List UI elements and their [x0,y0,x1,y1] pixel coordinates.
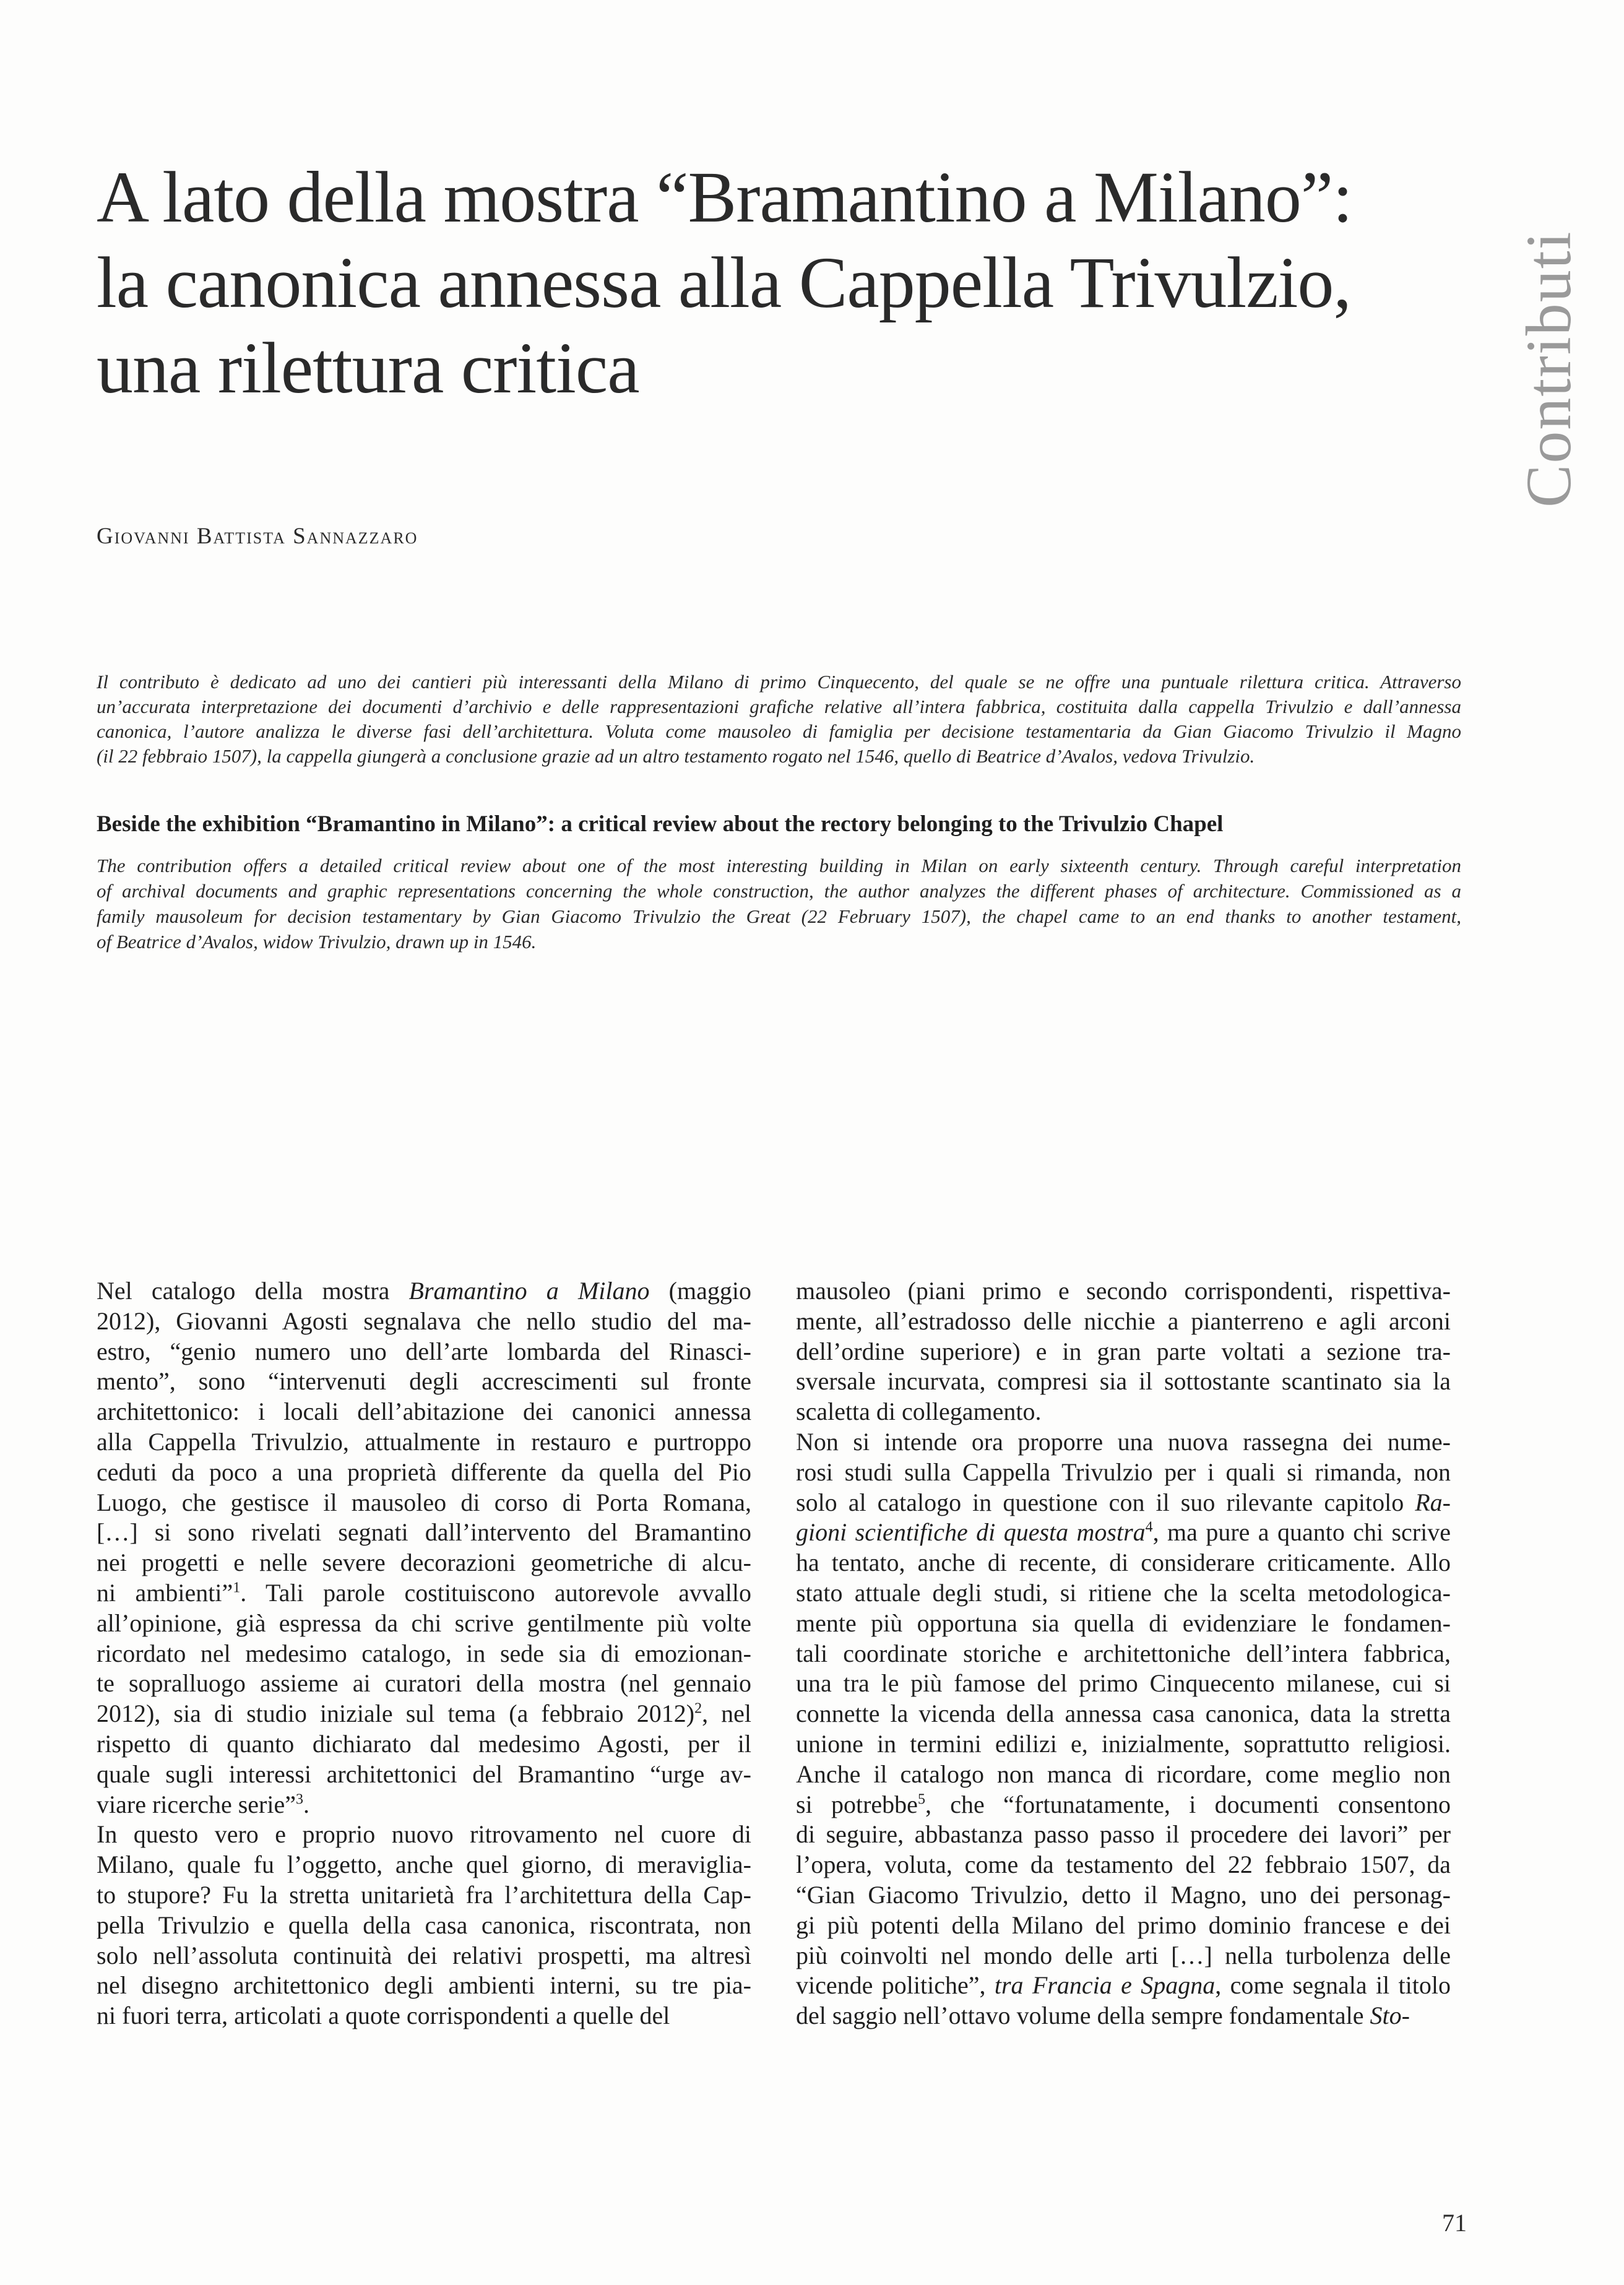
body-column-left [97,1276,751,2031]
body-line: 2012), sia di studio iniziale sul tema (a febbraio 2012)$^2$, nel [97,1700,751,1728]
body-line: l’opera, voluta, come da testamento del 22 febbraio 1507, da [796,1851,1451,1879]
body-line: mente, all’estradosso delle nicchie a pianterreno e agli arconi [796,1307,1451,1335]
body-line: solo nell’assoluta continuità dei relativi prospetti, ma altresì [97,1941,751,1969]
body-line: connette la vicenda della annessa casa canonica, data la stretta [796,1700,1451,1728]
author-name: Giovanni Battista Sannazzaro [97,524,418,549]
body-line: mente più opportuna sia quella di evidenziare le fondamen- [796,1609,1451,1637]
body-line: architettonico: i locali dell’abitazione dei canonici annessa [97,1397,751,1426]
body-line: to stupore? Fu la stretta unitarietà fra l’architettura della Cap- [97,1880,751,1909]
note-ref: 4 [1145,1519,1153,1536]
article-title [97,155,1471,411]
body-line: scaletta di collegamento. [796,1397,1042,1426]
abstract-line: of archival documents and graphic representations concerning the whole construction, the author analyzes the different phases of architecture. Commissioned as a [97,880,1461,902]
body-line: ceduti da poco a una proprietà differente da quella del Pio [97,1458,751,1486]
abstract-line: (il 22 febbraio 1507), la cappella giungerà a conclusione grazie ad un altro testamento rogato nel 1546, quello di Beatrice d’Avalos, vedova Trivulzio. [97,745,1255,767]
body-line: rispetto di quanto dichiarato dal medesimo Agosti, per il [97,1729,751,1758]
body-line: di seguire, abbastanza passo passo il procedere dei lavori” per [796,1820,1451,1849]
body-line: gi più potenti della Milano del primo dominio francese e dei [796,1911,1451,1939]
english-title: Beside the exhibition “Bramantino in Milano”: a critical review about the rectory belonging to the Trivulzio Chapel [97,811,1224,837]
body-line: solo al catalogo in questione con il suo rilevante capitolo Ra- [796,1488,1451,1516]
abstract-italian [97,670,1461,769]
body-line: 2012), Giovanni Agosti segnalava che nello studio del ma- [97,1307,751,1335]
body-line: Nel catalogo della mostra Bramantino a Milano (maggio [97,1277,751,1305]
body-line: Luogo, che gestisce il mausoleo di corso di Porta Romana, [97,1488,751,1516]
note-ref: 3 [295,1791,303,1808]
abstract-line: family mausoleum for decision testamentary by Gian Giacomo Trivulzio the Great (22 February 1507), the chapel came to an end thanks to another testament, [97,905,1461,927]
body-line: gioni scientifiche di questa mostra$^4$, ma pure a quanto chi scrive [796,1518,1451,1547]
body-line: te sopralluogo assieme ai curatori della mostra (nel gennaio [97,1669,751,1698]
title-line: la canonica annessa alla Cappella Trivulzio, [97,242,1351,323]
body-line: quale sugli interessi architettonici del Bramantino “urge av- [97,1760,751,1788]
body-line: mento”, sono “intervenuti degli accrescimenti sul fronte [97,1367,751,1396]
abstract-line: canonica, l’autore analizza le diverse fasi dell’architettura. Voluta come mausoleo di famiglia per decisione testamentaria da Gian Giacomo Trivulzio il Magno [97,720,1461,742]
abstract-line: of Beatrice d’Avalos, widow Trivulzio, drawn up in 1546. [97,931,537,952]
page-number: 71 [1442,2209,1467,2237]
body-line: ha tentato, anche di recente, di considerare criticamente. Allo [796,1549,1451,1577]
note-ref: 5 [917,1791,925,1808]
body-line: Non si intende ora proporre una nuova rassegna dei nume- [796,1427,1451,1456]
body-line: all’opinione, già espressa da chi scrive gentilmente più volte [97,1609,751,1637]
note-ref: 2 [694,1700,702,1717]
body-line: stato attuale degli studi, si ritiene che la scelta metodologica- [796,1578,1451,1607]
body-line: una tra le più famose del primo Cinquecento milanese, cui si [796,1669,1451,1698]
body-line: alla Cappella Trivulzio, attualmente in restauro e purtroppo [97,1427,751,1456]
body-line: ricordato nel medesimo catalogo, in sede sia di emozionan- [97,1639,751,1667]
body-line: tali coordinate storiche e architettoniche dell’intera fabbrica, [796,1639,1451,1667]
body-line: pella Trivulzio e quella della casa canonica, riscontrata, non [97,1911,751,1939]
abstract-line: un’accurata interpretazione dei documenti d’archivio e delle rappresentazioni grafiche relative all’intera fabbrica, costituita dalla cappella Trivulzio e dall’annessa [97,696,1461,717]
note-ref: 1 [233,1579,241,1596]
title-line: una rilettura critica [97,327,639,408]
title-line: A lato della mostra “Bramantino a Milano”: [97,157,1352,238]
body-line: unione in termini edilizi e, inizialmente, soprattutto religiosi. [796,1729,1451,1758]
body-line: ni fuori terra, articolati a quote corrispondenti a quelle del [97,2002,670,2030]
abstract-line: The contribution offers a detailed critical review about one of the most interesting building in Milan on early sixteenth century. Through careful interpretation [97,855,1461,876]
body-line: estro, “genio numero uno dell’arte lombarda del Rinasci- [97,1337,751,1365]
body-line: “Gian Giacomo Trivulzio, detto il Magno, uno dei personag- [796,1880,1451,1909]
body-line: più coinvolti nel mondo delle arti […] nella turbolenza delle [796,1941,1451,1969]
body-line: Anche il catalogo non manca di ricordare, come meglio non [796,1760,1451,1788]
body-line: si potrebbe$^5$, che “fortunatamente, i documenti consentono [796,1790,1451,1818]
body-line: del saggio nell’ottavo volume della sempre fondamentale Sto- [796,2002,1410,2030]
body-line: vicende politiche”, tra Francia e Spagna, come segnala il titolo [796,1971,1451,2000]
abstract-english [97,853,1461,954]
body-line: viare ricerche serie”$^3$. [97,1790,309,1818]
abstract-line: Il contributo è dedicato ad uno dei cantieri più interessanti della Milano di primo Cinquecento, del quale se ne offre una puntuale rilettura critica. Attraverso [97,671,1461,693]
body-line: nei progetti e nelle severe decorazioni geometriche di alcu- [97,1549,751,1577]
body-line: […] si sono rivelati segnati dall’intervento del Bramantino [97,1518,751,1547]
section-label: Contributi [1513,230,1584,508]
body-line: dell’ordine superiore) e in gran parte voltati a sezione tra- [796,1337,1451,1365]
body-line: sversale incurvata, compresi sia il sottostante scantinato sia la [796,1367,1451,1396]
body-line: In questo vero e proprio nuovo ritrovamento nel cuore di [97,1820,751,1849]
body-column-right [796,1276,1451,2031]
body-line: nel disegno architettonico degli ambienti interni, su tre pia- [97,1971,751,2000]
body-line: ni ambienti”$^1$. Tali parole costituiscono autorevole avvallo [97,1578,751,1607]
body-line: Milano, quale fu l’oggetto, anche quel giorno, di meraviglia- [97,1851,751,1879]
body-line: rosi studi sulla Cappella Trivulzio per i quali si rimanda, non [796,1458,1451,1486]
body-line: mausoleo (piani primo e secondo corrispondenti, rispettiva- [796,1277,1451,1305]
